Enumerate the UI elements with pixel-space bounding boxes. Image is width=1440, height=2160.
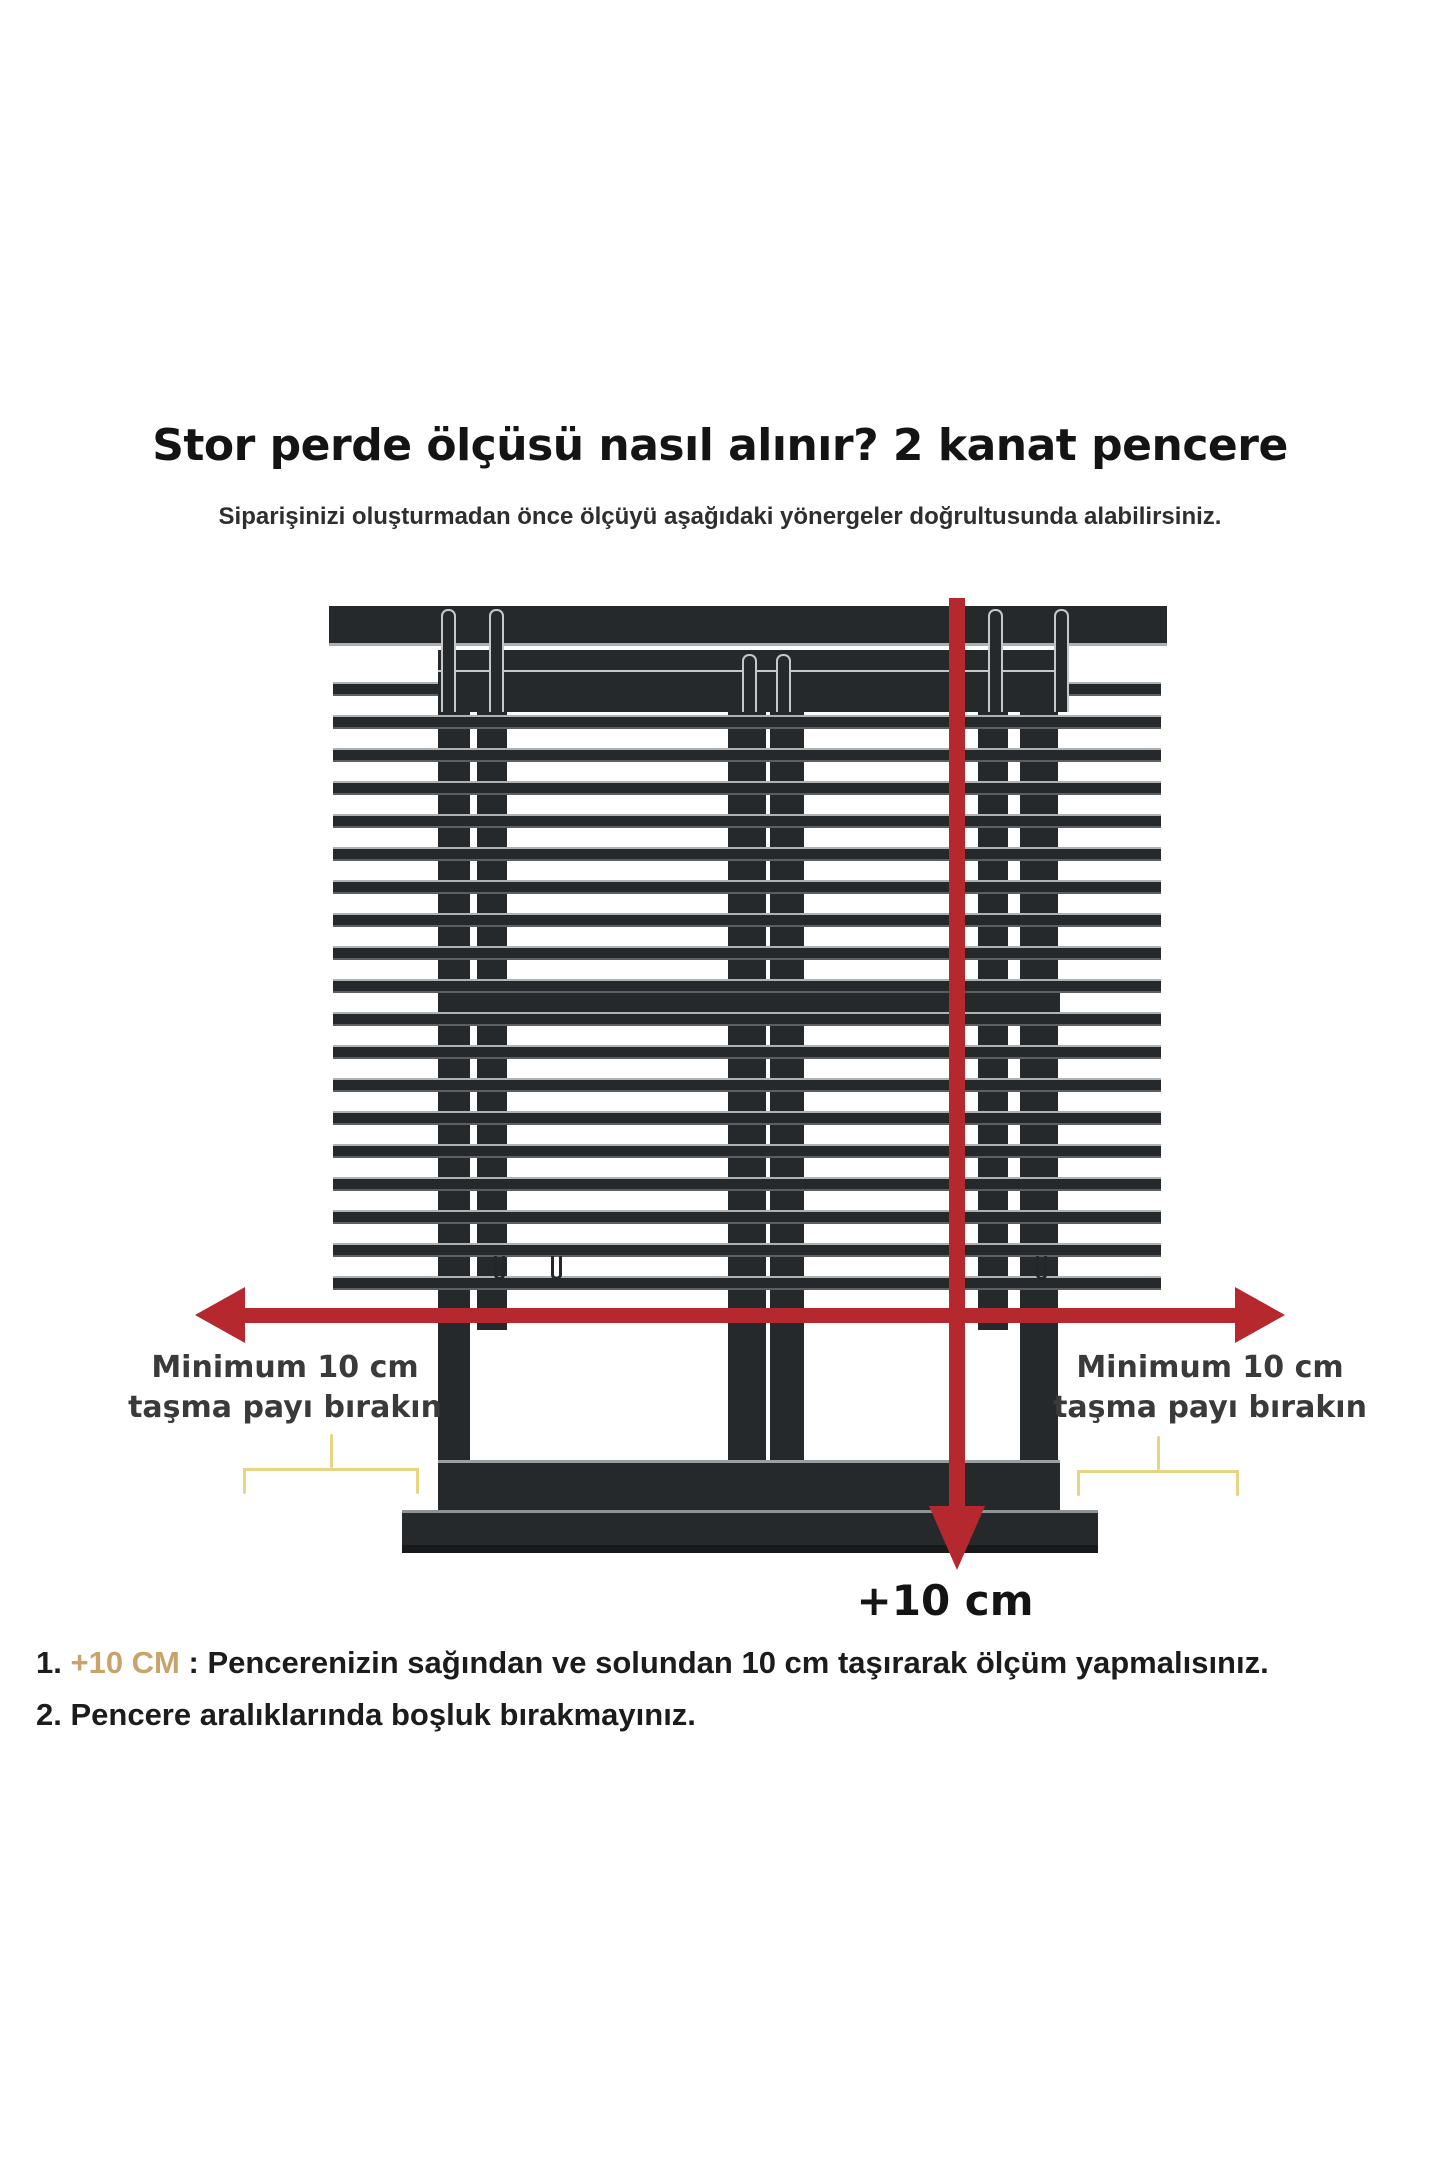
height-arrow-head	[929, 1506, 985, 1570]
note-item-2	[36, 1697, 696, 1733]
left-overhang-label	[120, 1348, 450, 1428]
cord-hook	[551, 1256, 562, 1280]
right-overhang-label	[1040, 1348, 1380, 1428]
note-highlight: +10 CM	[70, 1645, 180, 1680]
left-overhang-label-line1: Minimum 10 cm	[151, 1350, 419, 1385]
width-arrow-right-head	[1235, 1287, 1285, 1343]
brace-end	[1077, 1470, 1080, 1496]
blind-slat	[333, 1144, 1161, 1158]
brace-stem	[1157, 1436, 1160, 1470]
cord-hook	[494, 1256, 505, 1280]
width-arrow-left-head	[195, 1287, 245, 1343]
blind-slat	[333, 1210, 1161, 1224]
headrail-post-center-b	[776, 654, 791, 712]
page-subtitle: Siparişinizi oluşturmadan önce ölçüyü aşağıdaki yönergeler doğrultusunda alabilirsiniz.	[218, 503, 1222, 530]
blind-slat	[333, 1078, 1161, 1092]
valance-post-left-b	[489, 609, 504, 712]
brace-line	[243, 1468, 419, 1471]
blind-slat	[333, 979, 1161, 993]
blind-slat	[333, 1045, 1161, 1059]
note-item-1	[36, 1645, 1269, 1681]
plus-10-cm-label: +10 cm	[856, 1576, 1034, 1625]
window-bottom-rail	[438, 1460, 1060, 1510]
brace-end	[243, 1468, 246, 1494]
blind-slat	[333, 715, 1161, 729]
page-title: Stor perde ölçüsü nasıl alınır? 2 kanat pencere	[152, 420, 1288, 471]
brace-stem	[330, 1434, 333, 1468]
right-overhang-label-line2: taşma payı bırakın	[1053, 1390, 1367, 1425]
headrail-post-center-a	[742, 654, 757, 712]
left-overhang-label-line2: taşma payı bırakın	[128, 1390, 442, 1425]
window-sill-lip	[402, 1545, 1098, 1553]
brace-end	[1236, 1470, 1239, 1496]
blind-slat	[333, 1243, 1161, 1257]
right-overhang-brace	[1077, 1436, 1239, 1495]
height-arrow-body	[949, 598, 965, 1510]
valance-post-right-b	[1054, 609, 1069, 712]
blind-slat	[333, 880, 1161, 894]
blind-slat	[333, 1111, 1161, 1125]
blind-slat	[333, 847, 1161, 861]
brace-end	[416, 1468, 419, 1494]
blind-slat	[333, 1012, 1161, 1026]
blind-slat	[333, 1177, 1161, 1191]
brace-line	[1077, 1470, 1239, 1473]
valance-post-right-a	[988, 609, 1003, 712]
blind-slat	[333, 781, 1161, 795]
note-number: 2.	[36, 1697, 71, 1732]
note-number: 1.	[36, 1645, 71, 1680]
left-overhang-brace	[243, 1434, 419, 1495]
blind-slat	[333, 748, 1161, 762]
note-text: : Pencerenizin sağından ve solundan 10 cm taşırarak ölçüm yapmalısınız.	[179, 1645, 1269, 1680]
cord-hook	[1036, 1256, 1047, 1280]
blind-slat	[333, 814, 1161, 828]
note-text: Pencere aralıklarında boşluk bırakmayınız.	[70, 1697, 696, 1732]
width-arrow-body	[243, 1308, 1237, 1323]
blind-slat	[333, 913, 1161, 927]
blind-slat	[333, 946, 1161, 960]
right-overhang-label-line1: Minimum 10 cm	[1076, 1350, 1344, 1385]
valance-post-left-a	[441, 609, 456, 712]
